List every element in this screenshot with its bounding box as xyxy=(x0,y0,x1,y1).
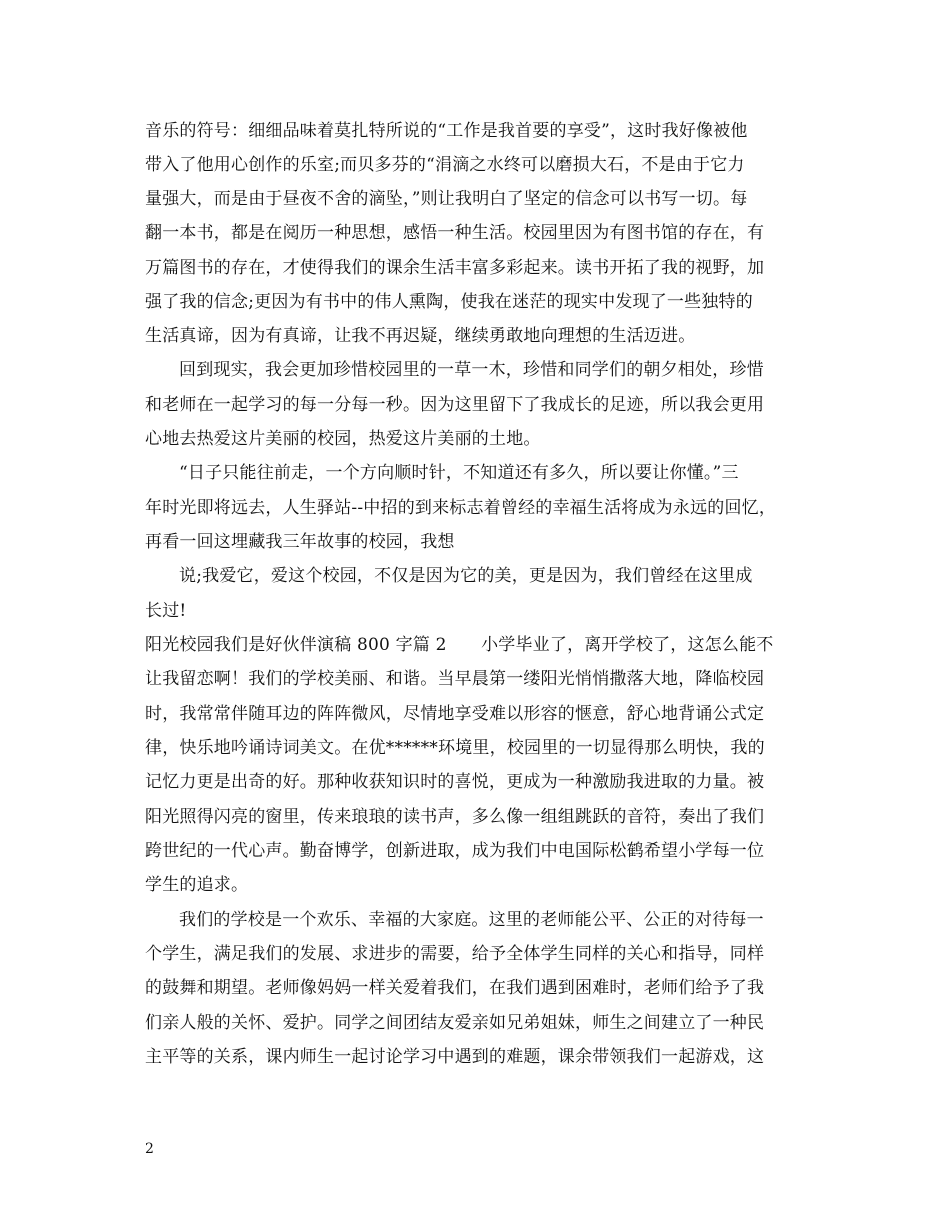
text-line-22: 跨世纪的一代心声。勤奋博学，创新进取，成为我们中电国际松鹤希望小学每一位 xyxy=(145,841,765,861)
text-line-21: 阳光照得闪亮的窗里，传来琅琅的读书声，多么像一组组跳跃的音符，奏出了我们 xyxy=(145,807,765,827)
text-line-10: 心地去热爱这片美丽的校园，热爱这片美丽的土地。 xyxy=(145,429,541,449)
text-line-24: 我们的学校是一个欢乐、幸福的大家庭。这里的老师能公平、公正的对待每一 xyxy=(179,910,764,930)
text-line-20: 记忆力更是出奇的好。那种收获知识时的喜悦，更成为一种激励我进取的力量。被 xyxy=(145,772,765,792)
text-line-19: 律，快乐地吟诵诗词美文。在优******环境里，校园里的一切显得那么明快，我的 xyxy=(145,738,765,758)
text-line-6: 强了我的信念;更因为有书中的伟人熏陶，使我在迷茫的现实中发现了一些独特的 xyxy=(145,292,753,312)
text-line-2: 带入了他用心创作的乐室;而贝多芬的“涓滴之水终可以磨损大石，不是由于它力 xyxy=(145,155,745,175)
text-line-13: 再看一回这埋藏我三年故事的校园，我想 xyxy=(145,532,455,552)
text-line-4: 翻一本书，都是在阅历一种思想，感悟一种生活。校园里因为有图书馆的存在，有 xyxy=(145,223,765,243)
text-line-23: 学生的追求。 xyxy=(145,875,249,895)
text-line-1: 音乐的符号：细细品味着莫扎特所说的“工作是我首要的享受”，这时我好像被他 xyxy=(145,121,748,141)
text-line-28: 主平等的关系，课内师生一起讨论学习中遇到的难题，课余带领我们一起游戏，这 xyxy=(145,1047,765,1067)
text-line-17: 让我留恋啊！我们的学校美丽、和谐。当早晨第一缕阳光悄悄撒落大地，降临校园 xyxy=(145,669,765,689)
text-line-26: 的鼓舞和期望。老师像妈妈一样关爱着我们，在我们遇到困难时，老师们给予了我 xyxy=(145,978,765,998)
text-line-27: 们亲人般的关怀、爱护。同学之间团结友爱亲如兄弟姐妹，师生之间建立了一种民 xyxy=(145,1013,765,1033)
text-line-5: 万篇图书的存在，才使得我们的课余生活丰富多彩起来。读书开拓了我的视野，加 xyxy=(145,258,765,278)
text-line-12: 年时光即将远去，人生驿站--中招的到来标志着曾经的幸福生活将成为永远的回忆， xyxy=(145,498,777,518)
text-line-15: 长过! xyxy=(145,601,187,621)
text-line-18: 时，我常常伴随耳边的阵阵微风，尽情地享受难以形容的惬意，舒心地背诵公式定 xyxy=(145,704,765,724)
text-line-8: 回到现实，我会更加珍惜校园里的一草一木，珍惜和同学们的朝夕相处，珍惜 xyxy=(179,360,764,380)
text-line-7: 生活真谛，因为有真谛，让我不再迟疑，继续勇敢地向理想的生活迈进。 xyxy=(145,326,696,346)
text-line-9: 和老师在一起学习的每一分每一秒。因为这里留下了我成长的足迹，所以我会更用 xyxy=(145,395,765,415)
text-line-3: 量强大，而是由于昼夜不舍的滴坠，”则让我明白了坚定的信念可以书写一切。每 xyxy=(145,189,748,209)
text-line-11: “日子只能往前走，一个方向顺时针，不知道还有多久，所以要让你懂。”三 xyxy=(179,463,739,483)
text-line-14: 说;我爱它，爱这个校园，不仅是因为它的美，更是因为，我们曾经在这里成 xyxy=(179,566,753,586)
page-number: 2 xyxy=(145,1141,154,1157)
text-line-16: 阳光校园我们是好伙伴演稿 800 字篇 2 小学毕业了，离开学校了，这怎么能不 xyxy=(145,635,774,655)
text-line-25: 个学生，满足我们的发展、求进步的需要，给予全体学生同样的关心和指导，同样 xyxy=(145,944,765,964)
